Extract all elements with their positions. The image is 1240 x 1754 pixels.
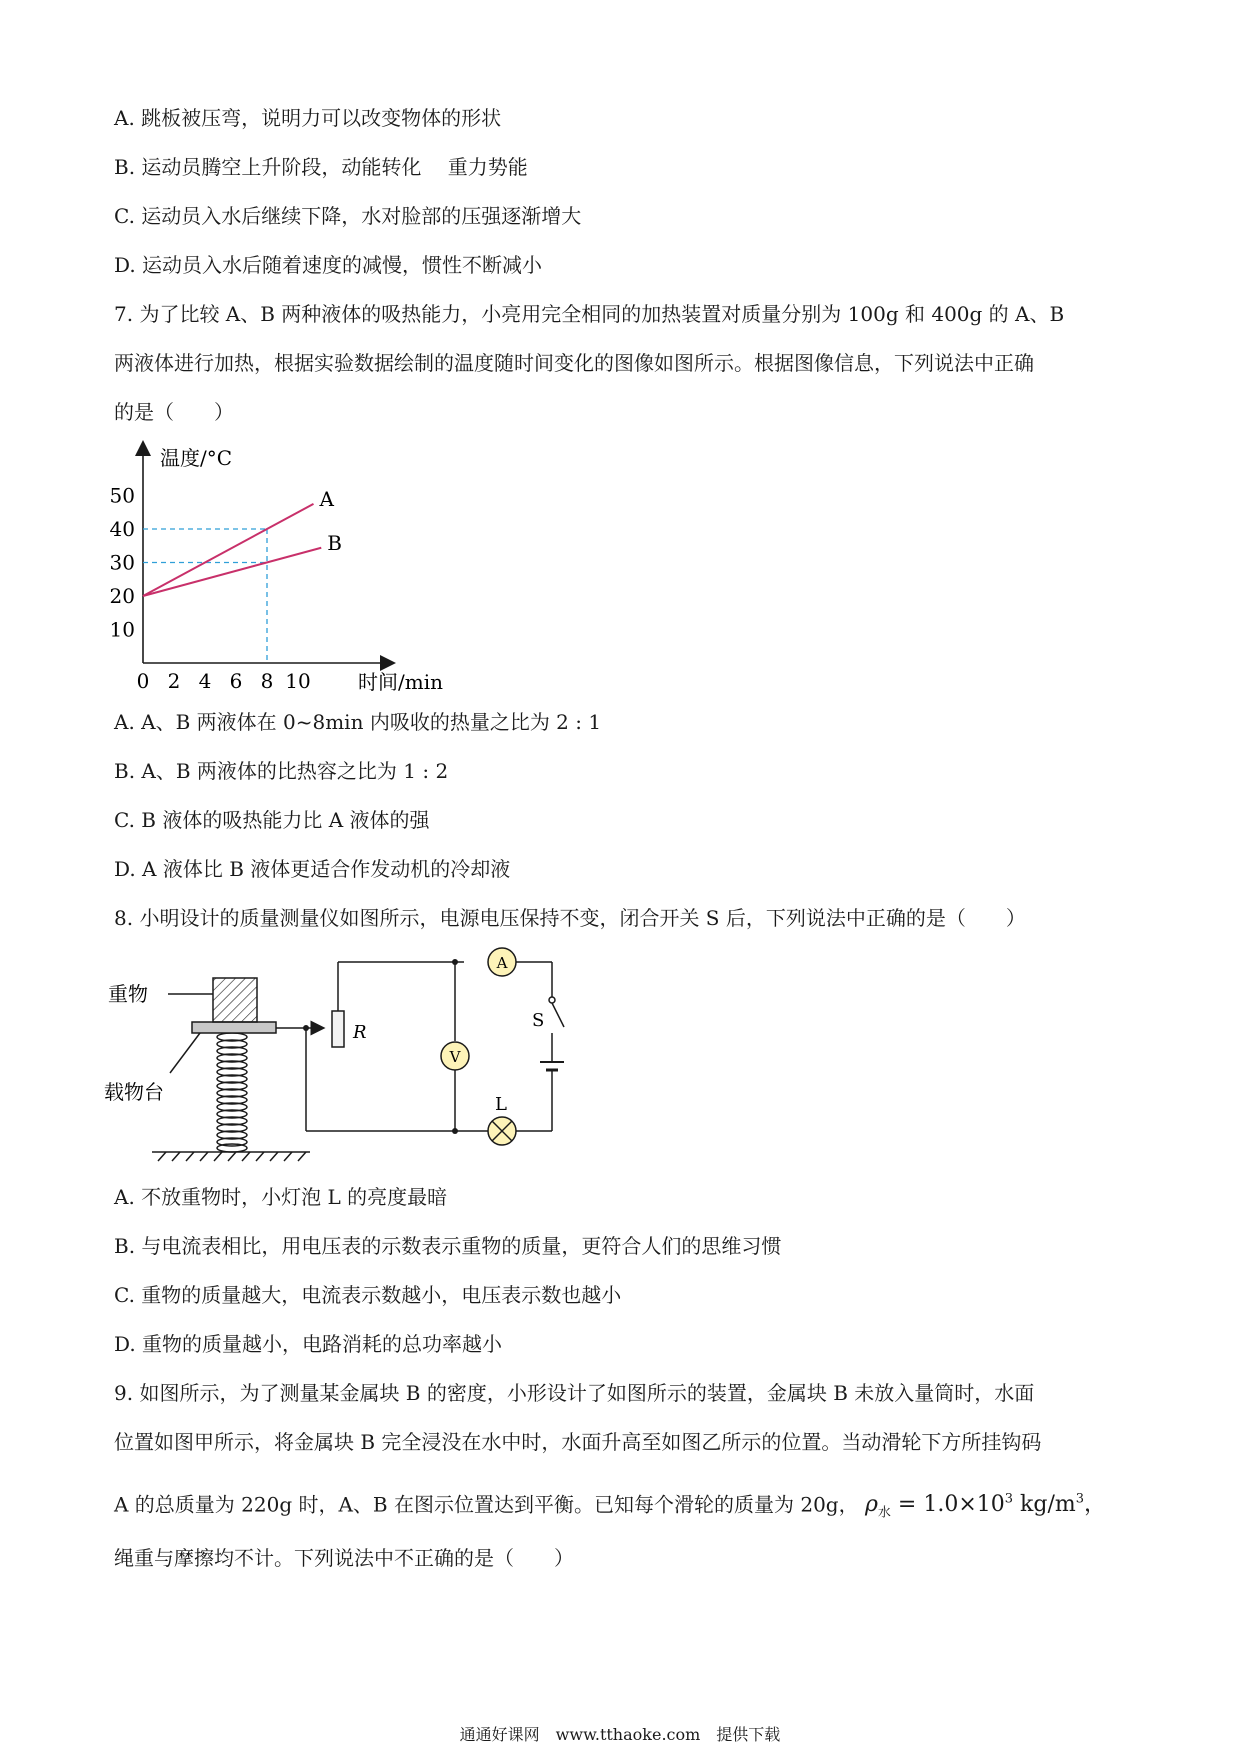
q9-stem-line2: 位置如图甲所示，将金属块 B 完全浸没在水中时，水面升高至如图乙所示的位置。当动滑轮下方所挂钩码 (114, 1430, 1042, 1454)
temperature-time-chart (110, 438, 470, 698)
formula-value: = 1.0×10 (890, 1492, 1005, 1518)
x-tick-label: 4 (198, 669, 212, 693)
resistor-label: R (353, 1022, 367, 1043)
series-label-a: A (319, 486, 334, 511)
weight-label: 重物 (108, 982, 148, 1006)
formula-tail: ， (1084, 1492, 1107, 1518)
ammeter-label: A (496, 954, 508, 972)
mass-meter-circuit-diagram (100, 945, 545, 1170)
q9-stem-line3 (114, 1486, 1106, 1528)
q7-stem-line2: 两液体进行加热，根据实验数据绘制的温度随时间变化的图像如图所示。根据图像信息，下列说法中正确 (114, 351, 1034, 375)
rho-symbol: ρ (864, 1492, 878, 1518)
x-tick-label: 8 (260, 669, 274, 693)
y-tick-label: 30 (109, 550, 135, 575)
y-axis-label: 温度/°C (160, 446, 233, 470)
q6-option-a: A. 跳板被压弯，说明力可以改变物体的形状 (114, 106, 502, 130)
page-footer: 通通好课网 www.tthaoke.com 提供下载 (459, 1725, 781, 1744)
q6-option-c: C. 运动员入水后继续下降，水对脸部的压强逐渐增大 (114, 204, 582, 228)
q7-option-b: B. A、B 两液体的比热容之比为 1 : 2 (114, 759, 449, 783)
x-tick-label: 6 (229, 669, 243, 693)
rho-subscript: 水 (877, 1505, 891, 1521)
formula-unit: kg/m (1013, 1492, 1076, 1518)
junction-slider (303, 1025, 309, 1031)
q7-option-c: C. B 液体的吸热能力比 A 液体的强 (114, 808, 430, 832)
q9-stem-line3-text: A 的总质量为 220g 时，A、B 在图示位置达到平衡。已知每个滑轮的质量为 20g， (114, 1492, 859, 1517)
q6-option-d: D. 运动员入水后随着速度的减慢，惯性不断减小 (114, 253, 543, 277)
q7-stem-line3: 的是（ ） (114, 400, 234, 424)
x-axis-label: 时间/min (358, 670, 443, 694)
q8-option-b: B. 与电流表相比，用电压表的示数表示重物的质量，更符合人们的思维习惯 (114, 1234, 782, 1258)
x-tick-label: 0 (136, 669, 150, 693)
junction-top (452, 959, 458, 965)
platform-leader-line (170, 1033, 200, 1073)
q6-option-b: B. 运动员腾空上升阶段，动能转化 重力势能 (114, 155, 528, 179)
platform (192, 1022, 276, 1033)
switch-label: S (532, 1010, 545, 1031)
q9-stem-line4: 绳重与摩擦均不计。下列说法中不正确的是（ ） (114, 1546, 574, 1570)
q8-stem: 8. 小明设计的质量测量仪如图所示，电源电压保持不变，闭合开关 S 后，下列说法中正确的是（ ） (114, 906, 1026, 930)
series-line-a (143, 504, 314, 596)
series-line-b (143, 548, 321, 596)
switch-pivot (549, 997, 555, 1003)
y-tick-label: 40 (109, 517, 135, 541)
formula-exponent: 3 (1004, 1492, 1014, 1507)
q8-option-a: A. 不放重物时，小灯泡 L 的亮度最暗 (114, 1185, 448, 1209)
x-tick-label: 10 (285, 669, 311, 693)
ground-hatch (158, 1152, 306, 1161)
q8-option-d: D. 重物的质量越小，电路消耗的总功率越小 (114, 1332, 503, 1356)
x-tick-label: 2 (167, 669, 181, 693)
y-tick-label: 50 (109, 483, 135, 508)
q9-stem-line1: 9. 如图所示，为了测量某金属块 B 的密度，小形设计了如图所示的装置，金属块 B 未放入量筒时，水面 (114, 1381, 1035, 1405)
platform-label: 载物台 (104, 1080, 164, 1104)
q7-option-a: A. A、B 两液体在 0~8min 内吸收的热量之比为 2 : 1 (114, 710, 602, 734)
y-tick-label: 20 (109, 584, 135, 608)
series-label-b: B (327, 530, 342, 555)
switch-blade (552, 1003, 564, 1027)
y-tick-label: 10 (109, 617, 135, 642)
water-density-formula (864, 1492, 1107, 1521)
q7-option-d: D. A 液体比 B 液体更适合作发动机的冷却液 (114, 857, 511, 881)
q8-option-c: C. 重物的质量越大，电流表示数越小，电压表示数也越小 (114, 1283, 622, 1307)
spring (217, 1033, 247, 1152)
weight-block (213, 978, 257, 1022)
voltmeter-label: V (449, 1048, 461, 1066)
junction-bottom (452, 1128, 458, 1134)
q7-stem-line1: 7. 为了比较 A、B 两种液体的吸热能力，小亮用完全相同的加热装置对质量分别为 100g 和 400g 的 A、B (114, 302, 1065, 326)
lamp-label: L (495, 1094, 507, 1115)
formula-unit-exponent: 3 (1075, 1492, 1085, 1507)
resistor (332, 1011, 344, 1047)
